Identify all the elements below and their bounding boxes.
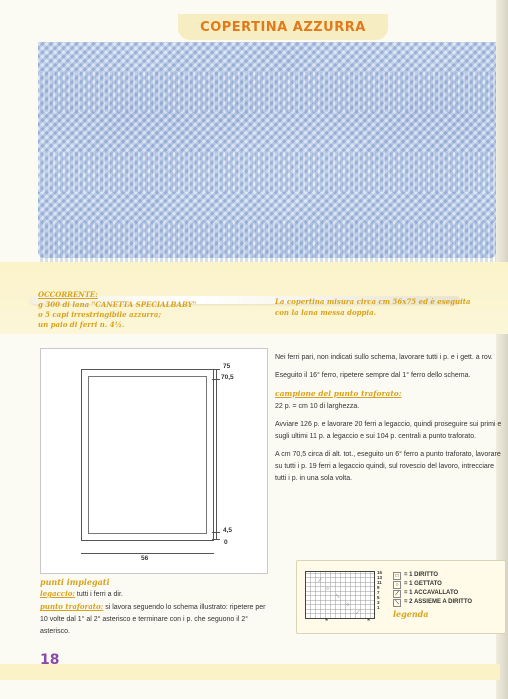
row-number: 13	[377, 575, 383, 580]
dim-label-4-5: 4,5	[223, 527, 233, 534]
instruction-paragraph: Avviare 126 p. e lavorare 20 ferri a legaccio, quindi proseguire sui primi e sugli ultimi 11 p. a legaccio e sui 104 p. centrali a punto traforato.	[275, 421, 502, 440]
row-number: 7	[377, 590, 380, 595]
stitch-term-traforato: punto traforato:	[40, 602, 104, 611]
stitches-heading: punti impiegati	[40, 577, 110, 587]
page-title: COPERTINA AZZURRA	[200, 19, 366, 35]
legend-label: = 1 GETTATO	[404, 581, 442, 587]
row-number: 5	[377, 595, 380, 600]
stitch-desc-legaccio: tutti i ferri a dir.	[74, 591, 123, 598]
chart-row-numbers	[377, 570, 389, 610]
legend-item	[393, 589, 472, 598]
size-note	[275, 296, 485, 318]
gauge-text: 22 p. = cm 10 di larghezza.	[275, 403, 360, 410]
blanket-diagram	[40, 348, 268, 574]
materials-line: g 300 di lana "CANETTA SPECIALBABY"	[38, 300, 197, 309]
height-dimension-line	[216, 369, 217, 539]
legend-item	[393, 580, 472, 589]
dim-label-70-5: 70,5	[221, 374, 234, 381]
dimension-tick	[212, 369, 220, 370]
stitch-term-legaccio: legaccio:	[40, 589, 75, 598]
instructions	[275, 352, 503, 491]
photo-texture-band	[38, 152, 496, 192]
materials-heading: OCCORRENTE:	[38, 290, 98, 299]
dimension-tick	[212, 379, 220, 380]
stitches-used	[40, 576, 272, 638]
legend-item	[393, 598, 472, 607]
gauge-heading: campione del punto traforato:	[275, 389, 402, 398]
blanket-inner-border	[88, 376, 207, 534]
repeat-asterisk: *	[325, 617, 329, 626]
row-number: 11	[377, 580, 382, 585]
dimension-tick	[212, 532, 220, 533]
instruction-paragraph: Nei ferri pari, non indicati sullo schema, lavorare tutti i p. e i gett. a rov.	[275, 354, 493, 361]
size-note-line: La copertina misura circa cm 56x75 ed è eseguita	[275, 297, 471, 306]
row-number: 1	[377, 605, 380, 610]
row-number: 3	[377, 600, 380, 605]
blanket-outline	[81, 369, 214, 541]
size-note-line: con la lana messa doppia.	[275, 308, 377, 317]
legend-title: legenda	[393, 609, 429, 619]
stitch-chart-legend	[296, 560, 506, 634]
stitch-desc-traforato: si lavora seguendo lo schema illustrato: ripetere per 10 volte dal 1° al 2° asterisco e terminare con i p. che seguono il 2° asterisco.	[40, 604, 266, 635]
legend-item	[393, 571, 472, 580]
materials-block	[38, 290, 248, 330]
title-banner	[178, 14, 388, 40]
knit-symbol-icon: □	[393, 572, 401, 580]
dimension-tick	[212, 539, 220, 540]
page-number: 18	[40, 652, 60, 668]
legend-label: = 2 ASSIEME A DIRITTO	[404, 599, 473, 605]
instruction-paragraph: Eseguito il 16° ferro, ripetere sempre dal 1° ferro dello schema.	[275, 372, 471, 379]
row-number: 9	[377, 585, 380, 590]
yarn-over-symbol-icon: ○	[393, 581, 401, 589]
photo-texture-band	[38, 72, 496, 112]
legend-items	[393, 571, 472, 607]
instruction-paragraph: A cm 70,5 circa di alt. tot., eseguito un 6° ferro a punto traforato, lavorare su tutti i p. 19 ferri a legaccio quindi, sul rovescio del lavoro, intrecciare tutti i p. in una sola volta.	[275, 451, 501, 482]
row-number: 15	[377, 570, 383, 575]
legend-label: = 1 ACCAVALLATO	[404, 590, 459, 596]
stitch-chart-grid: ⟋ ○ ⟍ ○ ⟋	[305, 571, 375, 619]
knit-sample-photo	[38, 42, 496, 258]
repeat-asterisk: *	[367, 617, 371, 626]
dim-label-56: 56	[141, 555, 149, 562]
materials-line: o 5 capi irrestringibile azzurra;	[38, 310, 162, 319]
width-dimension-line	[81, 553, 214, 554]
materials-line: un paio di ferri n. 4½.	[38, 320, 125, 329]
legend-label: = 1 DIRITTO	[404, 572, 439, 578]
slip-decrease-symbol-icon: ⟋	[393, 590, 401, 598]
k2tog-symbol-icon: ⟍	[393, 599, 401, 607]
dim-label-75: 75	[223, 363, 231, 370]
dim-label-0: 0	[224, 539, 228, 546]
footer-band	[0, 664, 500, 680]
photo-texture-band	[38, 222, 496, 262]
